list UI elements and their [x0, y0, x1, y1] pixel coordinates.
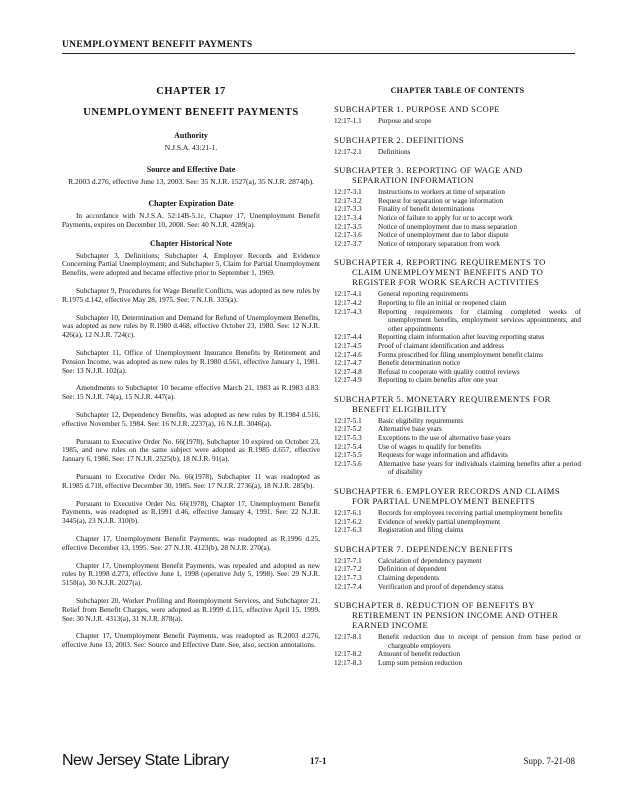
subchapter-heading-line: SUBCHAPTER 7. DEPENDENCY BENEFITS: [334, 543, 514, 554]
subchapter-heading: [334, 544, 581, 554]
section-number: 12:17-3.6: [334, 231, 362, 240]
section-entry: [334, 342, 581, 351]
subchapter-heading-line: SEPARATION INFORMATION: [352, 175, 474, 186]
section-title: Benefit reduction due to receipt of pension from base period or chargeable employers: [378, 633, 581, 650]
subchapter-heading: [334, 600, 581, 630]
section-title: Reporting requirements for claiming completed weeks of unemployment benefits, employment services appointments, and other appointments: [378, 307, 581, 333]
section-entry: [334, 434, 581, 443]
subchapter-heading: [334, 394, 581, 414]
history-paragraph: Subchapter 9, Procedures for Wage Benefit Conflicts, was adopted as new rules by R.1975 d.142, effective May 28, 1975. See: 7 N.J.R. 335(a).: [62, 285, 320, 304]
subchapter-heading-line: REGISTER FOR WORK SEARCH ACTIVITIES: [352, 277, 540, 288]
section-number: 12:17-4.4: [334, 333, 362, 342]
subchapter-heading-line: SUBCHAPTER 4. REPORTING REQUIREMENTS TO: [334, 257, 546, 268]
subchapter-heading-line: RETIREMENT IN PENSION INCOME AND OTHER: [352, 610, 559, 621]
library-watermark: New Jersey State Library: [62, 752, 229, 769]
history-paragraph: Pursuant to Executive Order No. 66(1978), Chapter 17, Unemployment Benefit Payments, was readopted as R.1991 d.46, effective January 4, 1991. See: 22 N.J.R. 3445(a), 23 N.J.R. 310(b).: [62, 498, 320, 526]
section-number: 12:17-4.7: [334, 359, 362, 368]
section-number: 12:17-3.2: [334, 196, 362, 205]
section-number: 12:17-3.5: [334, 222, 362, 231]
section-title: Refusal to cooperate with quality control reviews: [378, 367, 520, 376]
subchapter-heading-line: CLAIM UNEMPLOYMENT BENEFITS AND TO: [352, 267, 544, 278]
section-list: [334, 509, 581, 535]
section-title: Records for employees receiving partial unemployment benefits: [378, 509, 563, 518]
section-title: Lump sum pension reduction: [378, 658, 463, 667]
section-entry: [334, 659, 581, 668]
section-title: Alternative base years: [378, 425, 442, 434]
section-list: [334, 557, 581, 591]
history-paragraph: Subchapter 11, Office of Unemployment Insurance Benefits by Retirement and Pension Income, was adopted as new rules by R.1980 d.561, effective January 1, 1981. See: 13 N.J.R. 102(a).: [62, 347, 320, 375]
section-title: Benefit determination notice: [378, 359, 461, 368]
subchapter-heading: [334, 486, 581, 506]
section-list: [334, 633, 581, 667]
section-entry: [334, 376, 581, 385]
section-title: Forms prescribed for filing unemployment benefit claims: [378, 350, 543, 359]
section-number: 12:17-2.1: [334, 147, 362, 156]
section-title: Use of wages to qualify for benefits: [378, 442, 481, 451]
section-entry: [334, 290, 581, 299]
subchapter-heading-line: SUBCHAPTER 2. DEFINITIONS: [334, 134, 465, 145]
section-title: Notice of unemployment due to mass separation: [378, 222, 517, 231]
history-paragraph: Subchapter 3, Definitions; Subchapter 4, Employer Records and Evidence Concerning Partial Unemployment; and Subchapter 5, Claim for Partial Unemployment Benefits, were adopted and became effective prior to September 1, 1969.: [62, 250, 320, 278]
section-number: 12:17-6.2: [334, 517, 362, 526]
section-title: Calculation of dependency payment: [378, 556, 482, 565]
history-paragraph: Amendments to Subchapter 10 became effective March 21, 1983 as R.1983 d.83. See: 15 N.J.R. 74(a), 15 N.J.R. 447(a).: [62, 383, 320, 402]
section-title: Finality of benefit determinations: [378, 205, 475, 214]
authority-heading: Authority: [174, 131, 208, 140]
subchapter-heading-line: FOR PARTIAL UNEMPLOYMENT BENEFITS: [352, 496, 536, 507]
section-number: 12:17-8.2: [334, 650, 362, 659]
section-entry: [334, 359, 581, 368]
section-title: Proof of claimant identification and address: [378, 341, 504, 350]
section-title: Notice of unemployment due to labor dispute: [378, 231, 509, 240]
section-entry: [334, 148, 581, 157]
section-number: 12:17-5.3: [334, 434, 362, 443]
history-paragraph: Chapter 17, Unemployment Benefit Payments, was readopted as R.1996 d.25, effective December 13, 1995. See: 27 N.J.R. 4123(b), 28 N.J.R. 270(a).: [62, 533, 320, 552]
section-entry: [334, 231, 581, 240]
page-number: 17-1: [310, 756, 327, 766]
history-paragraph: Pursuant to Executive Order No. 66(1978), Subchapter 10 expired on October 23, 1985, and new rules on the same subject were adopted as R.1985 d.657, effective January 6, 1986. See: 17 N.J.R. 2525(b), 18 N.J.R. 91(a).: [62, 436, 320, 464]
section-entry: [334, 460, 581, 477]
section-number: 12:17-6.3: [334, 526, 362, 535]
subchapter-heading: [334, 257, 581, 287]
chapter-number: CHAPTER 17: [156, 86, 226, 97]
section-number: 12:17-5.4: [334, 442, 362, 451]
authority-text: N.J.S.A. 43:21-1.: [164, 143, 218, 152]
section-entry: [334, 443, 581, 452]
toc-title: CHAPTER TABLE OF CONTENTS: [390, 86, 525, 95]
header-rule: [62, 53, 575, 54]
subchapter-heading-line: SUBCHAPTER 1. PURPOSE AND SCOPE: [334, 104, 500, 114]
subchapter-heading: [334, 104, 581, 114]
section-entry: [334, 308, 581, 334]
section-entry: [334, 417, 581, 426]
section-title: Definitions: [378, 147, 411, 156]
history-paragraph: Pursuant to Executive Order No. 66(1978), Subchapter 11 was readopted as R.1985 d.718, effective December 30, 1985. See: 17 N.J.R. 2736(a), 18 N.J.R. 285(b).: [62, 471, 320, 490]
history-paragraph: Chapter 17, Unemployment Benefit Payments, was readopted as R.2003 d.276, effective June 13, 2003. See: Source and Effective Date. See, also, section annotations.: [62, 631, 320, 650]
expiration-heading: Chapter Expiration Date: [148, 199, 234, 208]
section-number: 12:17-7.2: [334, 565, 362, 574]
section-entry: [334, 583, 581, 592]
section-title: Registration and filing claims: [378, 526, 464, 535]
section-title: Amount of benefit reduction: [378, 650, 461, 659]
section-number: 12:17-4.9: [334, 376, 362, 385]
section-title: Notice of temporary separation from work: [378, 239, 500, 248]
section-number: 12:17-4.8: [334, 367, 362, 376]
section-entry: [334, 188, 581, 197]
section-entry: [334, 451, 581, 460]
section-number: 12:17-3.1: [334, 188, 362, 197]
section-number: 12:17-5.5: [334, 451, 362, 460]
section-list: [334, 290, 581, 385]
section-title: Reporting to file an initial or reopened claim: [378, 298, 507, 307]
table-of-contents: [334, 86, 581, 668]
section-entry: [334, 650, 581, 659]
subchapter-heading-line: BENEFIT ELIGIBILITY: [352, 403, 448, 414]
source-text: R.2003 d.276, effective June 13, 2003. See: 35 N.J.R. 1527(a), 35 N.J.R. 2874(b).: [68, 177, 314, 186]
section-number: 12:17-4.1: [334, 290, 362, 299]
section-list: [334, 417, 581, 477]
section-title: Definition of dependent: [378, 565, 447, 574]
section-list: [334, 117, 581, 126]
section-list: [334, 148, 581, 157]
subchapter-heading-line: SUBCHAPTER 5. MONETARY REQUIREMENTS FOR: [334, 393, 551, 404]
history-paragraph: Subchapter 12, Dependency Benefits, was adopted as new rules by R.1984 d.516, effective November 5, 1984. See: 16 N.J.R. 2237(a), 16 N.J.R. 3046(a).: [62, 409, 320, 428]
running-header: UNEMPLOYMENT BENEFIT PAYMENTS: [62, 40, 253, 50]
history-paragraph: Chapter 17, Unemployment Benefit Payments, was repealed and adopted as new rules by R.1998 d.273, effective June 1, 1998 (operative July 5, 1998). See: 29 N.J.R. 5158(a), 30 N.J.R. 2027(a).: [62, 560, 320, 588]
subchapter-heading-line: EARNED INCOME: [352, 620, 429, 631]
section-entry: [334, 557, 581, 566]
subchapter-heading-line: SUBCHAPTER 6. EMPLOYER RECORDS AND CLAIMS: [334, 486, 561, 497]
section-entry: [334, 526, 581, 535]
supplement-date: Supp. 7-21-08: [523, 756, 575, 766]
section-title: Claiming dependents: [378, 574, 439, 582]
subchapter-heading-line: SUBCHAPTER 3. REPORTING OF WAGE AND: [334, 165, 523, 176]
section-title: Alternative base years for individuals claiming benefits after a period of disability: [378, 459, 581, 477]
section-number: 12:17-1.1: [334, 117, 362, 125]
section-number: 12:17-3.4: [334, 213, 362, 222]
section-entry: [334, 223, 581, 232]
section-entry: [334, 299, 581, 308]
section-number: 12:17-3.7: [334, 239, 362, 248]
section-title: Reporting claim information after leaving reporting status: [378, 333, 545, 342]
section-number: 12:17-3.3: [334, 205, 362, 214]
historical-notes: [62, 252, 320, 650]
section-number: 12:17-6.1: [334, 509, 362, 518]
section-entry: [334, 425, 581, 434]
section-entry: [334, 574, 581, 583]
chapter-title: UNEMPLOYMENT BENEFIT PAYMENTS: [83, 107, 299, 118]
section-entry: [334, 214, 581, 223]
section-title: Request for separation or wage information: [378, 196, 504, 205]
section-number: 12:17-8.1: [334, 633, 362, 642]
section-number: 12:17-4.6: [334, 350, 362, 359]
section-entry: [334, 368, 581, 377]
left-column: [62, 86, 320, 659]
section-entry: [334, 518, 581, 527]
section-entry: [334, 509, 581, 518]
section-entry: [334, 351, 581, 360]
section-number: 12:17-7.3: [334, 574, 362, 582]
section-title: Evidence of weekly partial unemployment: [378, 517, 501, 526]
section-number: 12:17-5.2: [334, 425, 362, 434]
section-title: Reporting to claim benefits after one year: [378, 376, 498, 385]
section-number: 12:17-5.1: [334, 416, 362, 425]
section-entry: [334, 565, 581, 574]
subchapter-heading: [334, 135, 581, 145]
section-number: 12:17-5.6: [334, 459, 362, 468]
history-paragraph: Subchapter 10, Determination and Demand for Refund of Unemployment Benefits, was adopted as new rules by R.1980 d.468, effective October 23, 1980. See: 12 N.J.R. 426(a), 12 N.J.R. 724(c).: [62, 312, 320, 340]
section-number: 12:17-7.4: [334, 582, 362, 591]
section-title: Requests for wage information and affidavits: [378, 451, 508, 460]
subchapter-heading: [334, 165, 581, 185]
section-entry: [334, 117, 581, 126]
subchapter-heading-line: SUBCHAPTER 8. REDUCTION OF BENEFITS BY: [334, 600, 535, 611]
section-entry: [334, 205, 581, 214]
section-number: 12:17-7.1: [334, 556, 362, 565]
section-entry: [334, 240, 581, 249]
section-title: Exceptions to the use of alternative base years: [378, 434, 511, 443]
source-heading: Source and Effective Date: [146, 165, 236, 174]
section-list: [334, 188, 581, 248]
section-title: Basic eligibility requirements: [378, 416, 464, 425]
section-title: Purpose and scope: [378, 117, 432, 125]
expiration-text: In accordance with N.J.S.A. 52:14B-5.1c, Chapter 17, Unemployment Benefit Payments, expires on December 10, 2008. See: 40 N.J.R. 4289(a).: [62, 211, 320, 229]
section-title: Verification and proof of dependency status: [378, 582, 504, 591]
section-number: 12:17-8.3: [334, 658, 362, 667]
section-number: 12:17-4.2: [334, 298, 362, 307]
section-number: 12:17-4.5: [334, 341, 362, 350]
section-title: General reporting requirements: [378, 290, 469, 299]
history-heading: Chapter Historical Note: [149, 238, 233, 248]
section-title: Notice of failure to apply for or to accept work: [378, 213, 513, 222]
toc-body: [334, 104, 581, 668]
section-entry: [334, 633, 581, 650]
section-entry: [334, 333, 581, 342]
section-number: 12:17-4.3: [334, 307, 362, 316]
history-paragraph: Subchapter 20, Worker Profiling and Reemployment Services, and Subchapter 21, Relief from Benefit Charges, were adopted as R.1999 d.115, effective April 15, 1999. See: 30 N.J.R. 4313(a), 31 N.J.R. 878(a).: [62, 595, 320, 623]
section-title: Instructions to workers at time of separation: [378, 188, 505, 197]
section-entry: [334, 197, 581, 206]
